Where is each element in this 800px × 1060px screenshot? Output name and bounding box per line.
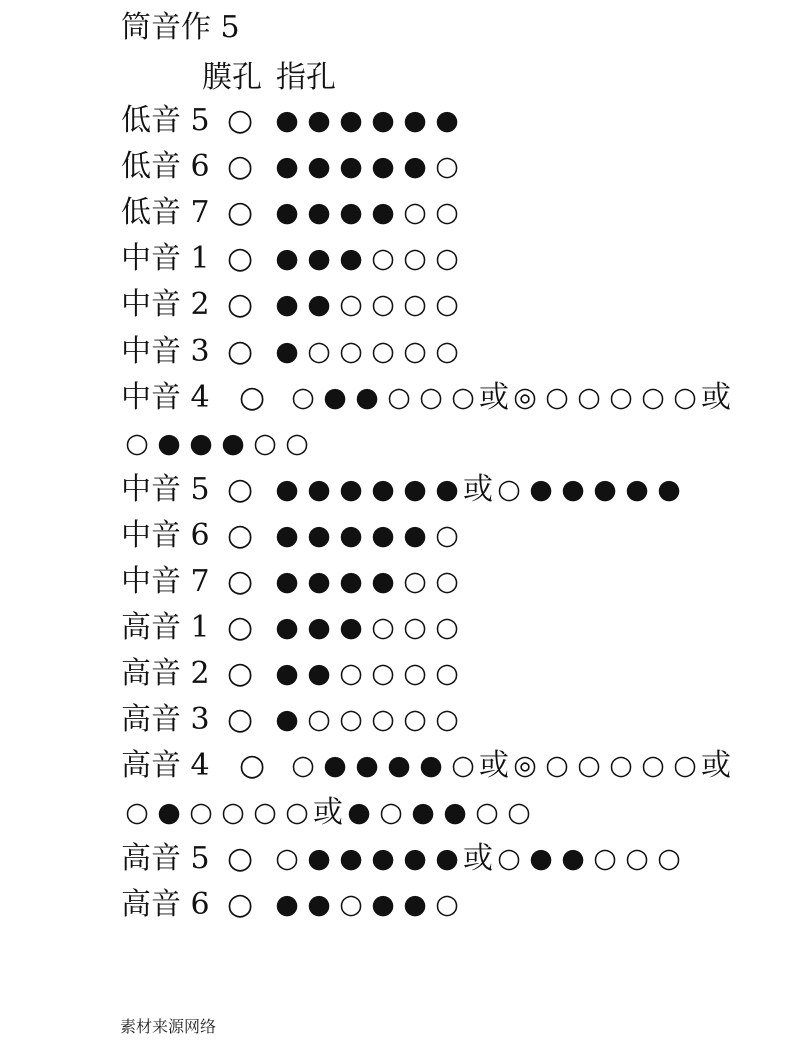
- open-hole-icon: ○: [387, 381, 411, 413]
- membrane-hole: ○: [227, 840, 254, 876]
- finger-hole-sequence: [271, 654, 463, 694]
- note-label: 中音 1: [121, 241, 210, 277]
- membrane-hole: ○: [227, 195, 254, 231]
- open-hole-icon: ○: [403, 612, 427, 644]
- closed-hole-icon: ●: [403, 888, 427, 920]
- open-hole-icon: ○: [435, 519, 459, 551]
- open-hole-icon: ○: [371, 658, 395, 690]
- open-hole-icon: ○: [475, 796, 499, 828]
- closed-hole-icon: ●: [157, 427, 181, 459]
- closed-hole-icon: ●: [435, 842, 459, 874]
- finger-hole-sequence: [271, 839, 685, 879]
- open-hole-icon: ○: [419, 381, 443, 413]
- closed-hole-icon: ●: [355, 750, 379, 782]
- fingering-row: [121, 562, 463, 602]
- membrane-hole: ○: [227, 333, 254, 369]
- finger-hole-sequence: [287, 746, 731, 786]
- closed-hole-icon: ●: [435, 473, 459, 505]
- fingering-row-continuation: [121, 424, 313, 464]
- open-hole-icon: ○: [403, 243, 427, 275]
- closed-hole-icon: ●: [529, 842, 553, 874]
- open-hole-icon: ○: [307, 704, 331, 736]
- open-hole-icon: ○: [125, 796, 149, 828]
- open-hole-icon: ○: [339, 888, 363, 920]
- closed-hole-icon: ●: [157, 796, 181, 828]
- finger-hole-sequence: [271, 700, 463, 740]
- closed-hole-icon: ●: [371, 105, 395, 136]
- finger-hole-sequence: [271, 239, 463, 279]
- note-label: 高音 5: [121, 840, 210, 876]
- closed-hole-icon: ●: [339, 105, 363, 136]
- fingering-row: [121, 332, 463, 372]
- closed-hole-icon: ●: [411, 796, 435, 828]
- closed-hole-icon: ●: [403, 151, 427, 183]
- closed-hole-icon: ●: [371, 197, 395, 229]
- fingering-row: [121, 285, 463, 325]
- membrane-hole: ○: [227, 103, 254, 138]
- closed-hole-icon: ●: [529, 473, 553, 505]
- open-hole-icon: ○: [291, 381, 315, 413]
- closed-hole-icon: ●: [275, 105, 299, 136]
- open-hole-icon: ○: [435, 289, 459, 321]
- open-hole-icon: ○: [189, 796, 213, 828]
- closed-hole-icon: ●: [355, 381, 379, 413]
- closed-hole-icon: ●: [307, 243, 331, 275]
- note-label: 中音 4: [121, 379, 210, 415]
- closed-hole-icon: ●: [275, 519, 299, 551]
- open-hole-icon: ○: [545, 381, 569, 413]
- open-hole-icon: ○: [275, 842, 299, 874]
- or-separator: 或: [701, 379, 731, 415]
- open-hole-icon: ○: [507, 796, 531, 828]
- membrane-hole: ○: [227, 656, 254, 692]
- closed-hole-icon: ●: [307, 473, 331, 505]
- or-separator: 或: [313, 794, 343, 830]
- closed-hole-icon: ●: [561, 473, 585, 505]
- open-hole-icon: ○: [379, 796, 403, 828]
- closed-hole-icon: ●: [339, 519, 363, 551]
- membrane-hole: ○: [227, 471, 254, 507]
- closed-hole-icon: ●: [307, 842, 331, 874]
- finger-hole-sequence: [271, 470, 685, 510]
- open-hole-icon: ○: [625, 842, 649, 874]
- or-separator: 或: [463, 471, 493, 507]
- finger-hole-sequence: [121, 424, 313, 464]
- open-hole-icon: ○: [609, 750, 633, 782]
- open-hole-icon: ○: [577, 381, 601, 413]
- open-hole-icon: ○: [253, 427, 277, 459]
- note-label: 高音 1: [121, 610, 210, 646]
- closed-hole-icon: ●: [339, 612, 363, 644]
- note-label: 低音 5: [121, 103, 210, 138]
- closed-hole-icon: ●: [339, 197, 363, 229]
- closed-hole-icon: ●: [221, 427, 245, 459]
- open-hole-icon: ○: [403, 289, 427, 321]
- open-hole-icon: ○: [577, 750, 601, 782]
- open-hole-icon: ○: [497, 842, 521, 874]
- closed-hole-icon: ●: [371, 151, 395, 183]
- membrane-hole: ○: [227, 610, 254, 646]
- fingering-row: [121, 193, 463, 233]
- open-hole-icon: ○: [339, 335, 363, 367]
- membrane-hole: ○: [227, 241, 254, 277]
- membrane-hole: ○: [227, 287, 254, 323]
- closed-hole-icon: ●: [275, 243, 299, 275]
- open-hole-icon: ○: [371, 289, 395, 321]
- or-separator: 或: [479, 379, 509, 415]
- fingering-row-continuation: [121, 793, 535, 833]
- closed-hole-icon: ●: [275, 151, 299, 183]
- open-hole-icon: ○: [497, 473, 521, 505]
- closed-hole-icon: ●: [307, 289, 331, 321]
- closed-hole-icon: ●: [307, 105, 331, 136]
- note-label: 高音 3: [121, 702, 210, 738]
- or-separator: 或: [479, 748, 509, 784]
- closed-hole-icon: ●: [403, 473, 427, 505]
- membrane-hole: ○: [227, 702, 254, 738]
- closed-hole-icon: ●: [275, 473, 299, 505]
- closed-hole-icon: ●: [403, 519, 427, 551]
- open-hole-icon: ○: [435, 888, 459, 920]
- finger-hole-sequence: [271, 147, 463, 187]
- open-hole-icon: ○: [403, 335, 427, 367]
- open-hole-icon: ○: [641, 750, 665, 782]
- half-hole-icon: ◎: [513, 381, 537, 413]
- closed-hole-icon: ●: [275, 888, 299, 920]
- open-hole-icon: ○: [435, 566, 459, 597]
- open-hole-icon: ○: [641, 381, 665, 413]
- fingering-row: [121, 885, 463, 925]
- closed-hole-icon: ●: [387, 750, 411, 782]
- note-label: 低音 6: [121, 149, 210, 185]
- note-label: 高音 2: [121, 656, 210, 692]
- open-hole-icon: ○: [451, 381, 475, 413]
- closed-hole-icon: ●: [307, 888, 331, 920]
- finger-hole-sequence: [271, 562, 463, 602]
- closed-hole-icon: ●: [371, 519, 395, 551]
- fingering-row: [121, 378, 731, 418]
- chart-title: 筒音作 5: [121, 10, 240, 45]
- column-headers: [202, 58, 336, 98]
- open-hole-icon: ○: [371, 243, 395, 275]
- note-label: 低音 7: [121, 195, 210, 231]
- closed-hole-icon: ●: [593, 473, 617, 505]
- or-separator: 或: [463, 840, 493, 876]
- closed-hole-icon: ●: [307, 658, 331, 690]
- open-hole-icon: ○: [593, 842, 617, 874]
- open-hole-icon: ○: [403, 658, 427, 690]
- finger-hole-sequence: [287, 378, 731, 418]
- finger-hole-sequence: [271, 101, 463, 141]
- fingering-row: [121, 101, 463, 141]
- closed-hole-icon: ●: [625, 473, 649, 505]
- open-hole-icon: ○: [545, 750, 569, 782]
- note-label: 高音 4: [121, 748, 210, 784]
- open-hole-icon: ○: [673, 750, 697, 782]
- fingering-row: [121, 608, 463, 648]
- closed-hole-icon: ●: [307, 519, 331, 551]
- finger-holes-header: 指孔: [276, 60, 336, 95]
- closed-hole-icon: ●: [435, 105, 459, 136]
- open-hole-icon: ○: [435, 335, 459, 367]
- open-hole-icon: ○: [451, 750, 475, 782]
- half-hole-icon: ◎: [513, 750, 537, 782]
- open-hole-icon: ○: [403, 197, 427, 229]
- closed-hole-icon: ●: [323, 750, 347, 782]
- open-hole-icon: ○: [221, 796, 245, 828]
- membrane-hole: ○: [227, 886, 254, 922]
- finger-hole-sequence: [271, 332, 463, 372]
- closed-hole-icon: ●: [371, 888, 395, 920]
- closed-hole-icon: ●: [275, 658, 299, 690]
- closed-hole-icon: ●: [443, 796, 467, 828]
- note-label: 中音 6: [121, 517, 210, 553]
- open-hole-icon: ○: [673, 381, 697, 413]
- closed-hole-icon: ●: [371, 473, 395, 505]
- closed-hole-icon: ●: [371, 842, 395, 874]
- membrane-hole: ○: [227, 517, 254, 553]
- closed-hole-icon: ●: [307, 197, 331, 229]
- closed-hole-icon: ●: [307, 612, 331, 644]
- membrane-hole: ○: [239, 748, 266, 784]
- or-separator: 或: [701, 748, 731, 784]
- closed-hole-icon: ●: [275, 197, 299, 229]
- open-hole-icon: ○: [339, 704, 363, 736]
- fingering-row: [121, 470, 685, 510]
- open-hole-icon: ○: [435, 704, 459, 736]
- open-hole-icon: ○: [125, 427, 149, 459]
- open-hole-icon: ○: [371, 704, 395, 736]
- open-hole-icon: ○: [253, 796, 277, 828]
- finger-hole-sequence: [271, 285, 463, 325]
- note-label: 中音 7: [121, 564, 210, 599]
- open-hole-icon: ○: [285, 796, 309, 828]
- note-label: 中音 2: [121, 287, 210, 323]
- open-hole-icon: ○: [435, 612, 459, 644]
- closed-hole-icon: ●: [275, 335, 299, 367]
- note-label: 高音 6: [121, 886, 210, 922]
- closed-hole-icon: ●: [275, 704, 299, 736]
- closed-hole-icon: ●: [307, 151, 331, 183]
- closed-hole-icon: ●: [371, 566, 395, 597]
- closed-hole-icon: ●: [339, 243, 363, 275]
- open-hole-icon: ○: [291, 750, 315, 782]
- closed-hole-icon: ●: [339, 473, 363, 505]
- closed-hole-icon: ●: [275, 612, 299, 644]
- closed-hole-icon: ●: [657, 473, 681, 505]
- membrane-hole: ○: [227, 564, 254, 599]
- finger-hole-sequence: [271, 885, 463, 925]
- closed-hole-icon: ●: [403, 105, 427, 136]
- open-hole-icon: ○: [371, 335, 395, 367]
- closed-hole-icon: ●: [323, 381, 347, 413]
- open-hole-icon: ○: [609, 381, 633, 413]
- open-hole-icon: ○: [285, 427, 309, 459]
- finger-hole-sequence: [271, 516, 463, 556]
- note-label: 中音 5: [121, 471, 210, 507]
- finger-hole-sequence: [121, 793, 535, 833]
- closed-hole-icon: ●: [307, 566, 331, 597]
- finger-hole-sequence: [271, 193, 463, 233]
- open-hole-icon: ○: [403, 704, 427, 736]
- open-hole-icon: ○: [307, 335, 331, 367]
- closed-hole-icon: ●: [275, 566, 299, 597]
- closed-hole-icon: ●: [189, 427, 213, 459]
- fingering-row: [121, 839, 685, 879]
- membrane-hole-header: 膜孔: [202, 60, 262, 95]
- note-label: 中音 3: [121, 333, 210, 369]
- open-hole-icon: ○: [403, 566, 427, 597]
- open-hole-icon: ○: [435, 151, 459, 183]
- fingering-row: [121, 654, 463, 694]
- open-hole-icon: ○: [435, 243, 459, 275]
- fingering-row: [121, 516, 463, 556]
- source-note: 素材来源网络: [120, 1017, 217, 1036]
- closed-hole-icon: ●: [339, 566, 363, 597]
- open-hole-icon: ○: [657, 842, 681, 874]
- fingering-row: [121, 700, 463, 740]
- closed-hole-icon: ●: [561, 842, 585, 874]
- closed-hole-icon: ●: [275, 289, 299, 321]
- membrane-hole: ○: [227, 149, 254, 185]
- fingering-row: [121, 147, 463, 187]
- closed-hole-icon: ●: [419, 750, 443, 782]
- fingering-row: [121, 746, 731, 786]
- fingering-row: [121, 239, 463, 279]
- open-hole-icon: ○: [339, 289, 363, 321]
- membrane-hole: ○: [239, 379, 266, 415]
- open-hole-icon: ○: [435, 197, 459, 229]
- finger-hole-sequence: [271, 608, 463, 648]
- open-hole-icon: ○: [339, 658, 363, 690]
- closed-hole-icon: ●: [403, 842, 427, 874]
- open-hole-icon: ○: [371, 612, 395, 644]
- closed-hole-icon: ●: [347, 796, 371, 828]
- closed-hole-icon: ●: [339, 151, 363, 183]
- closed-hole-icon: ●: [339, 842, 363, 874]
- open-hole-icon: ○: [435, 658, 459, 690]
